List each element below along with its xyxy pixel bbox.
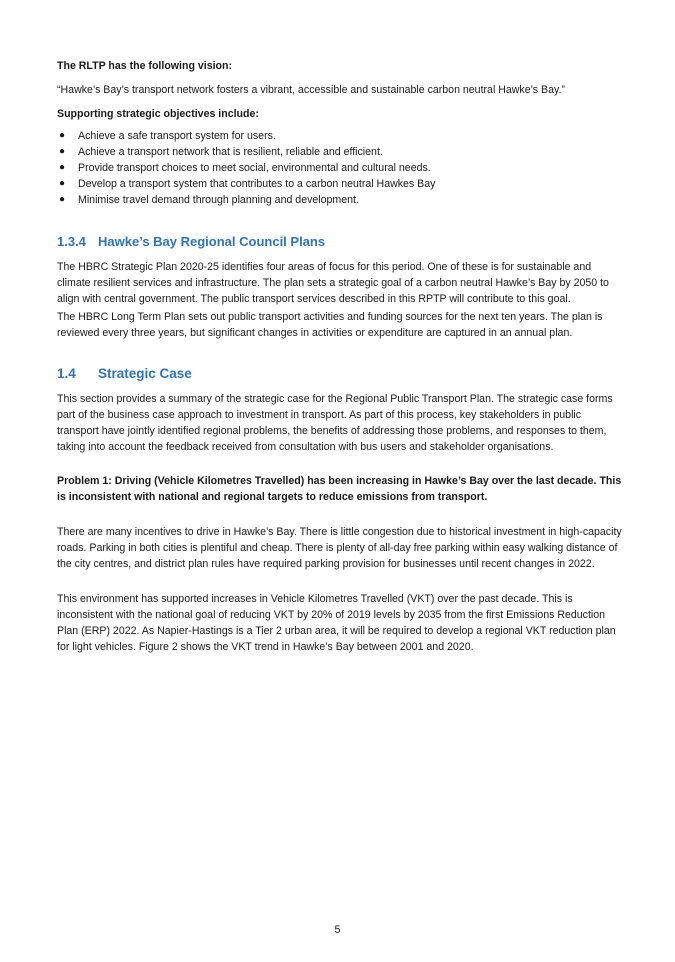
section-14-heading xyxy=(57,365,622,383)
list-item xyxy=(57,144,622,160)
bullet-icon: ● xyxy=(59,146,66,157)
section-134-number: 1.3.4 xyxy=(57,234,86,249)
section-14-intro: This section provides a summary of the strategic case for the Regional Public Transport Plan. The strategic case forms part of the business case approach to investment in transport. As part of this process, key stakeholders in public transport have jointly identified regional problems, the benefits of addressing those problems, and responses to them, taking into account the feedback received from consultation with bus users and stakeholder organisations. xyxy=(57,393,613,453)
section-134-paragraph: The HBRC Long Term Plan sets out public transport activities and funding sources for the next ten years. The plan is reviewed every three years, but significant changes in activities or expenditure are captured in an annual plan. xyxy=(57,311,603,339)
section-14-title: Strategic Case xyxy=(98,366,192,381)
list-item-text: Minimise travel demand through planning and development. xyxy=(78,194,359,206)
document-page xyxy=(57,54,622,655)
section-134-title: Hawke’s Bay Regional Council Plans xyxy=(98,234,326,249)
vision-heading: The RLTP has the following vision: xyxy=(57,60,232,72)
vision-quote: “Hawke’s Bay’s transport network fosters a vibrant, accessible and sustainable carbon neutral Hawke’s Bay.” xyxy=(57,84,565,96)
section-14-number: 1.4 xyxy=(57,366,76,381)
section-14-paragraph: There are many incentives to drive in Hawke’s Bay. There is little congestion due to historical investment in high-capacity roads. Parking in both cities is plentiful and cheap. There is plenty of all-day free parking within easy walking distance of the city centres, and district plan rules have required parking provision for businesses until recent changes in 2022. xyxy=(57,526,622,570)
objectives-heading: Supporting strategic objectives include: xyxy=(57,108,259,120)
bullet-icon: ● xyxy=(59,162,66,173)
list-item-text: Develop a transport system that contributes to a carbon neutral Hawkes Bay xyxy=(78,178,436,190)
list-item xyxy=(57,160,622,176)
objectives-list xyxy=(57,128,622,208)
section-134-heading xyxy=(57,233,622,251)
problem-statement: Problem 1: Driving (Vehicle Kilometres Travelled) has been increasing in Hawke’s Bay over the last decade. This is inconsistent with national and regional targets to reduce emissions from transport. xyxy=(57,475,622,503)
section-14-paragraph: This environment has supported increases in Vehicle Kilometres Travelled (VKT) over the past decade. This is inconsistent with the national goal of reducing VKT by 20% of 2019 levels by 2035 from the first Emissions Reduction Plan (ERP) 2022. As Napier-Hastings is a Tier 2 urban area, it will be required to develop a regional VKT reduction plan for light vehicles. Figure 2 shows the VKT trend in Hawke’s Bay between 2001 and 2020. xyxy=(57,593,616,653)
list-item xyxy=(57,128,622,144)
bullet-icon: ● xyxy=(59,178,66,189)
page-number: 5 xyxy=(334,924,341,936)
bullet-icon: ● xyxy=(59,130,66,141)
section-134-paragraph: The HBRC Strategic Plan 2020-25 identifies four areas of focus for this period. One of these is for sustainable and climate resilient services and infrastructure. The plan sets a strategic goal of a carbon neutral Hawke’s Bay by 2050 to align with central government. The public transport services described in this RPTP will contribute to this goal. xyxy=(57,261,609,305)
list-item xyxy=(57,176,622,192)
list-item xyxy=(57,192,622,208)
bullet-icon: ● xyxy=(59,194,66,205)
list-item-text: Provide transport choices to meet social, environmental and cultural needs. xyxy=(78,162,431,174)
list-item-text: Achieve a transport network that is resilient, reliable and efficient. xyxy=(78,146,383,158)
list-item-text: Achieve a safe transport system for users. xyxy=(78,130,276,142)
